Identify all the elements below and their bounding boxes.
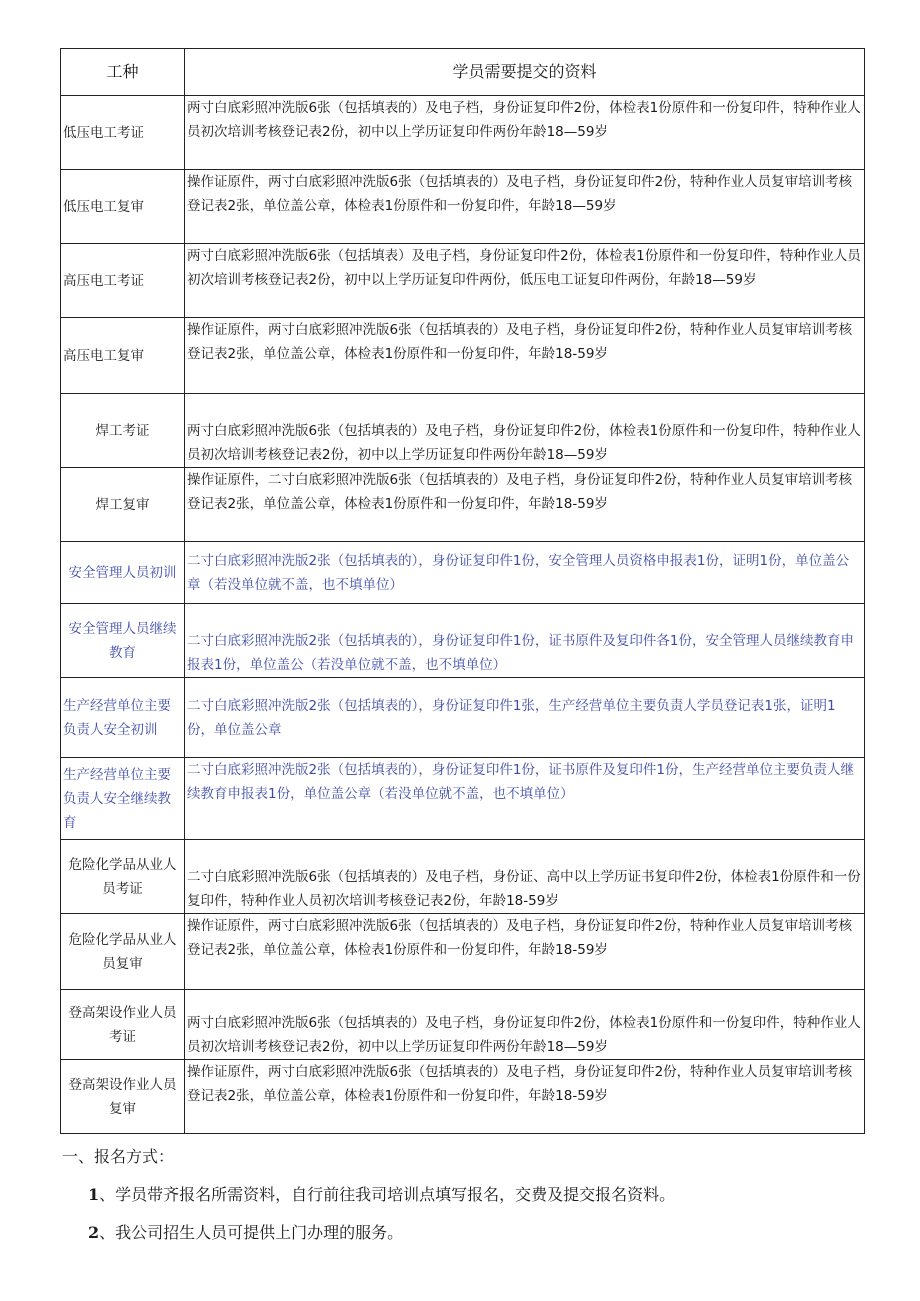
- materials-cell: 操作证原件，两寸白底彩照冲洗版6张（包括填表的）及电子档，身份证复印件2份，特种作业人员复审培训考核登记表2张，单位盖公章，体检表1份原件和一份复印件，年龄18-59岁: [185, 1060, 865, 1134]
- job-type-cell: 高压电工复审: [61, 318, 185, 394]
- job-type-cell: 危险化学品从业人员复审: [61, 914, 185, 990]
- job-type-cell: 生产经营单位主要负责人安全继续教育: [61, 758, 185, 840]
- item-text: 、学员带齐报名所需资料，自行前往我司培训点填写报名，交费及提交报名资料。: [99, 1185, 676, 1204]
- table-header-row: [61, 49, 865, 96]
- materials-cell: 二寸白底彩照冲洗版2张（包括填表的），身份证复印件1份，安全管理人员资格申报表1份，证明1份，单位盖公章（若没单位就不盖，也不填单位）: [185, 542, 865, 604]
- header-job-type: 工种: [61, 49, 185, 96]
- materials-cell: 两寸白底彩照冲洗版6张（包括填表的）及电子档，身份证复印件2份，体检表1份原件和一份复印件，特种作业人员初次培训考核登记表2份，初中以上学历证复印件两份年龄18—59岁: [185, 96, 865, 170]
- table-row: [61, 170, 865, 244]
- table-row: [61, 318, 865, 394]
- materials-cell: 操作证原件，两寸白底彩照冲洗版6张（包括填表的）及电子档，身份证复印件2份，特种作业人员复审培训考核登记表2张，单位盖公章，体检表1份原件和一份复印件，年龄18-59岁: [185, 318, 865, 394]
- table-row: [61, 244, 865, 318]
- table-row: [61, 604, 865, 678]
- item-number: 2: [88, 1223, 100, 1242]
- table-row: [61, 96, 865, 170]
- materials-cell: 二寸白底彩照冲洗版2张（包括填表的），身份证复印件1份，证书原件及复印件1份，生产经营单位主要负责人继续教育申报表1份，单位盖公章（若没单位就不盖，也不填单位）: [185, 758, 865, 840]
- item-text: 、我公司招生人员可提供上门办理的服务。: [99, 1223, 404, 1242]
- job-type-cell: 低压电工考证: [61, 96, 185, 170]
- table-row: [61, 758, 865, 840]
- materials-cell: 两寸白底彩照冲洗版6张（包括填表的）及电子档，身份证复印件2份，体检表1份原件和一份复印件，特种作业人员初次培训考核登记表2份，初中以上学历证复印件两份年龄18—59岁: [185, 394, 865, 468]
- materials-cell: 操作证原件，两寸白底彩照冲洗版6张（包括填表的）及电子档，身份证复印件2份，特种作业人员复审培训考核登记表2张，单位盖公章，体检表1份原件和一份复印件，年龄18-59岁: [185, 914, 865, 990]
- registration-item-2: [62, 1214, 862, 1252]
- materials-cell: 二寸白底彩照冲洗版2张（包括填表的），身份证复印件1张，生产经营单位主要负责人学员登记表1张，证明1份，单位盖公章: [185, 678, 865, 758]
- registration-heading: 一、报名方式：: [62, 1147, 175, 1166]
- job-type-cell: 安全管理人员初训: [61, 542, 185, 604]
- table-row: [61, 468, 865, 542]
- table-row: [61, 1060, 865, 1134]
- registration-item-1: [62, 1176, 862, 1214]
- table-row: [61, 678, 865, 758]
- job-type-cell: 安全管理人员继续教育: [61, 604, 185, 678]
- table-row: [61, 840, 865, 914]
- table-row: [61, 394, 865, 468]
- table-row: [61, 990, 865, 1060]
- materials-cell: 操作证原件，二寸白底彩照冲洗版6张（包括填表的）及电子档，身份证复印件2份，特种作业人员复审培训考核登记表2张，单位盖公章，体检表1份原件和一份复印件，年龄18-59岁: [185, 468, 865, 542]
- job-type-cell: 生产经营单位主要负责人安全初训: [61, 678, 185, 758]
- job-type-cell: 高压电工考证: [61, 244, 185, 318]
- job-type-cell: 危险化学品从业人员考证: [61, 840, 185, 914]
- table-row: [61, 914, 865, 990]
- item-number: 1: [88, 1185, 100, 1204]
- job-type-cell: 登高架设作业人员考证: [61, 990, 185, 1060]
- materials-cell: 两寸白底彩照冲洗版6张（包括填表）及电子档，身份证复印件2份，体检表1份原件和一份复印件，特种作业人员初次培训考核登记表2份，初中以上学历证复印件两份，低压电工证复印件两份，年龄18—59岁: [185, 244, 865, 318]
- registration-notes: [62, 1138, 862, 1252]
- job-type-cell: 低压电工复审: [61, 170, 185, 244]
- materials-cell: 二寸白底彩照冲洗版2张（包括填表的），身份证复印件1份，证书原件及复印件各1份，安全管理人员继续教育申报表1份，单位盖公（若没单位就不盖，也不填单位）: [185, 604, 865, 678]
- materials-cell: 两寸白底彩照冲洗版6张（包括填表的）及电子档，身份证复印件2份，体检表1份原件和一份复印件，特种作业人员初次培训考核登记表2份，初中以上学历证复印件两份年龄18—59岁: [185, 990, 865, 1060]
- header-materials: 学员需要提交的资料: [185, 49, 865, 96]
- table-row: [61, 542, 865, 604]
- job-type-cell: 登高架设作业人员复审: [61, 1060, 185, 1134]
- requirements-table: [60, 48, 865, 1134]
- materials-cell: 二寸白底彩照冲洗版6张（包括填表的）及电子档，身份证、高中以上学历证书复印件2份，体检表1份原件和一份复印件，特种作业人员初次培训考核登记表2份，年龄18-59岁: [185, 840, 865, 914]
- job-type-cell: 焊工考证: [61, 394, 185, 468]
- materials-cell: 操作证原件，两寸白底彩照冲洗版6张（包括填表的）及电子档，身份证复印件2份，特种作业人员复审培训考核登记表2张，单位盖公章，体检表1份原件和一份复印件，年龄18—59岁: [185, 170, 865, 244]
- job-type-cell: 焊工复审: [61, 468, 185, 542]
